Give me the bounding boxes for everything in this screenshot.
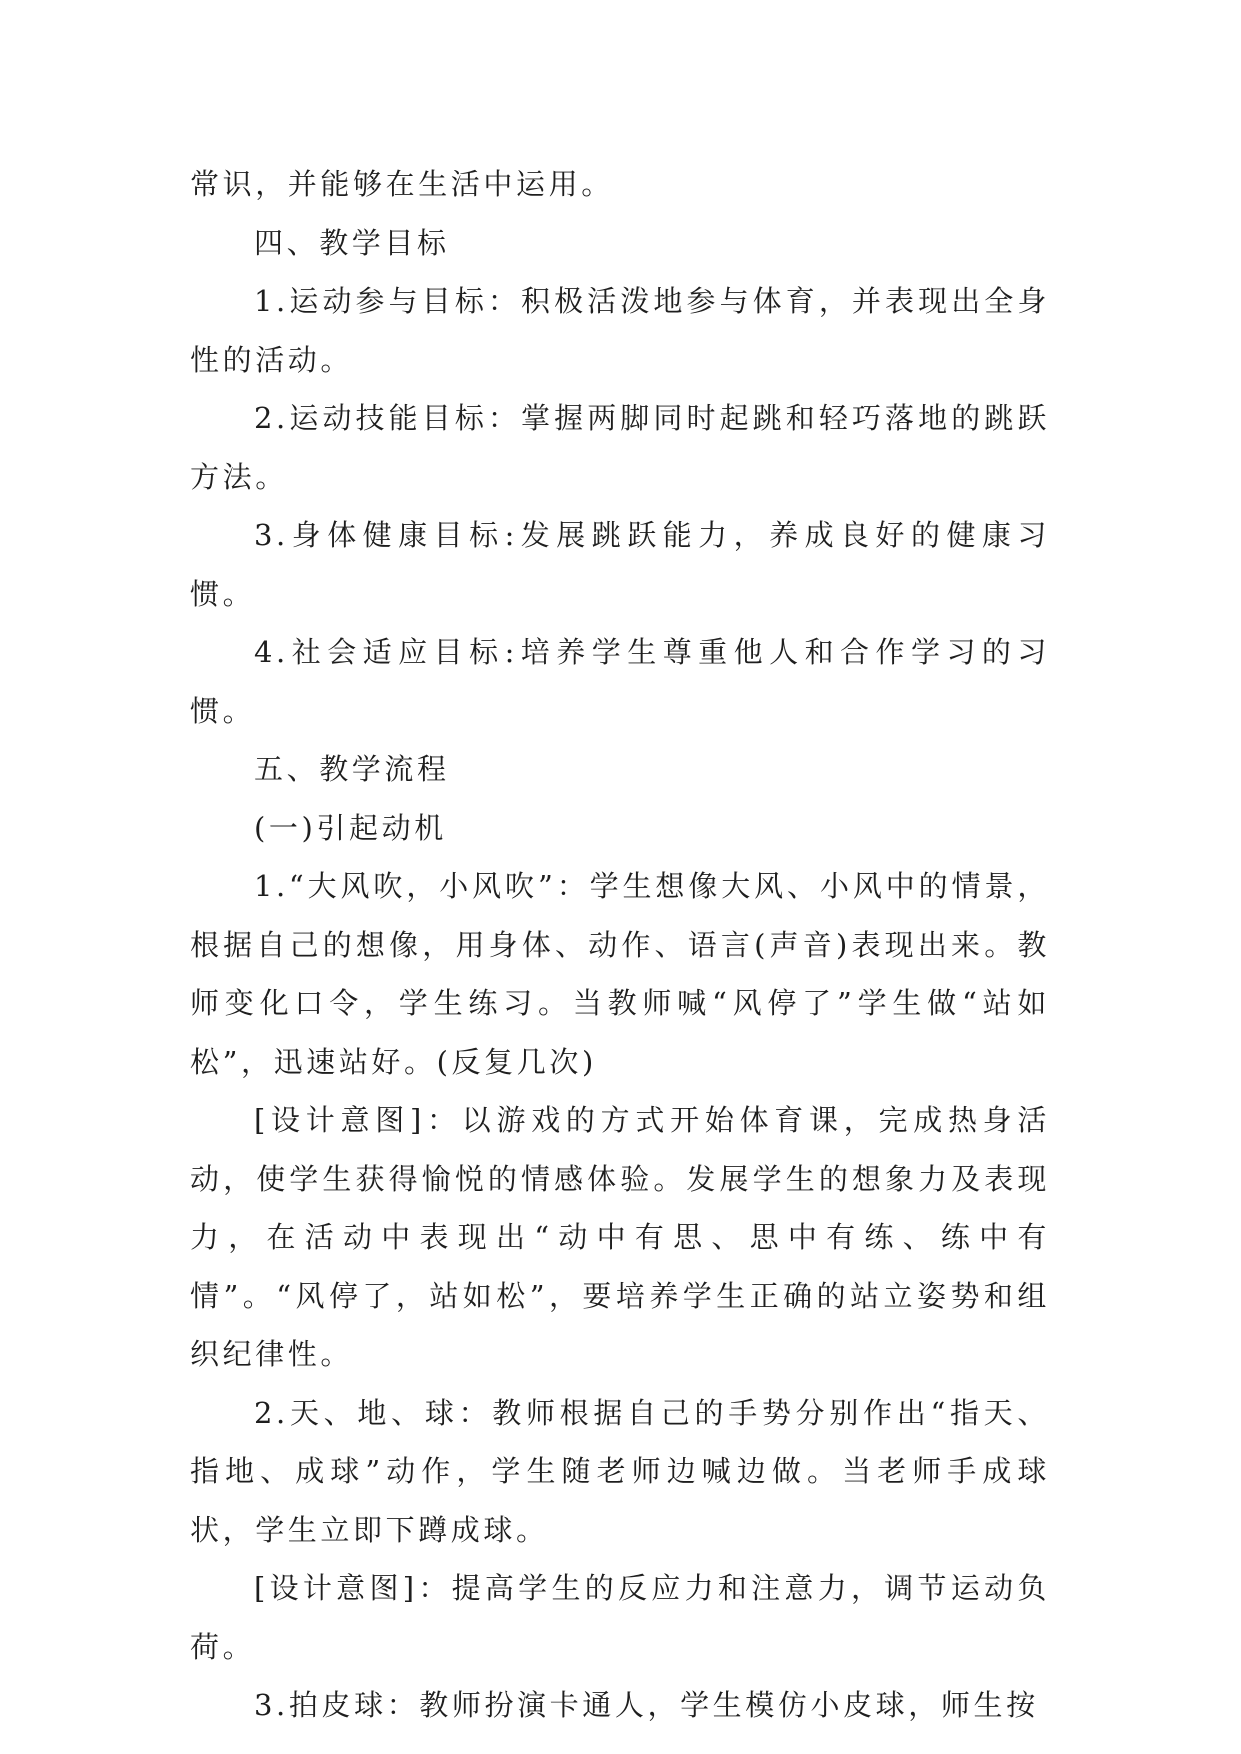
- section-heading-teaching-goals: 四、教学目标: [254, 225, 450, 260]
- activity-item-2: 2.天、地、球：教师根据自己的手势分别作出“指天、指地、成球”动作，学生随老师边喊边做。当老师手成球状，学生立即下蹲成球。: [190, 1395, 1050, 1547]
- activity-item-1: 1.“大风吹，小风吹”：学生想像大风、小风中的情景，根据自己的想像，用身体、动作、语言(声音)表现出来。教师变化口令，学生练习。当教师喊“风停了”学生做“站如松”，迅速站好。(反复几次): [190, 869, 1050, 1079]
- design-intent-1: [设计意图]：以游戏的方式开始体育课，完成热身活动，使学生获得愉悦的情感体验。发展学生的想象力及表现力，在活动中表现出“动中有思、思中有练、练中有情”。“风停了，站如松”，要培养学生正确的站立姿势和组织纪律性。: [190, 1103, 1050, 1371]
- goal-item-3: 3.身体健康目标:发展跳跃能力，养成良好的健康习惯。: [190, 518, 1050, 611]
- goal-item-4: 4.社会适应目标:培养学生尊重他人和合作学习的习惯。: [190, 635, 1050, 728]
- paragraph-1: 常识，并能够在生活中运用。: [190, 167, 614, 201]
- design-intent-2: [设计意图]：提高学生的反应力和注意力，调节运动负荷。: [190, 1571, 1050, 1664]
- document-body: [190, 155, 1050, 1735]
- goal-item-2: 2.运动技能目标：掌握两脚同时起跳和轻巧落地的跳跃方法。: [190, 401, 1050, 494]
- section-heading-teaching-process: 五、教学流程: [254, 752, 450, 786]
- activity-item-3: 3.拍皮球：教师扮演卡通人，学生模仿小皮球，师生按: [254, 1688, 1039, 1722]
- subsection-heading-motivation: (一)引起动机: [254, 810, 447, 845]
- goal-item-1: 1.运动参与目标：积极活泼地参与体育，并表现出全身性的活动。: [190, 284, 1050, 377]
